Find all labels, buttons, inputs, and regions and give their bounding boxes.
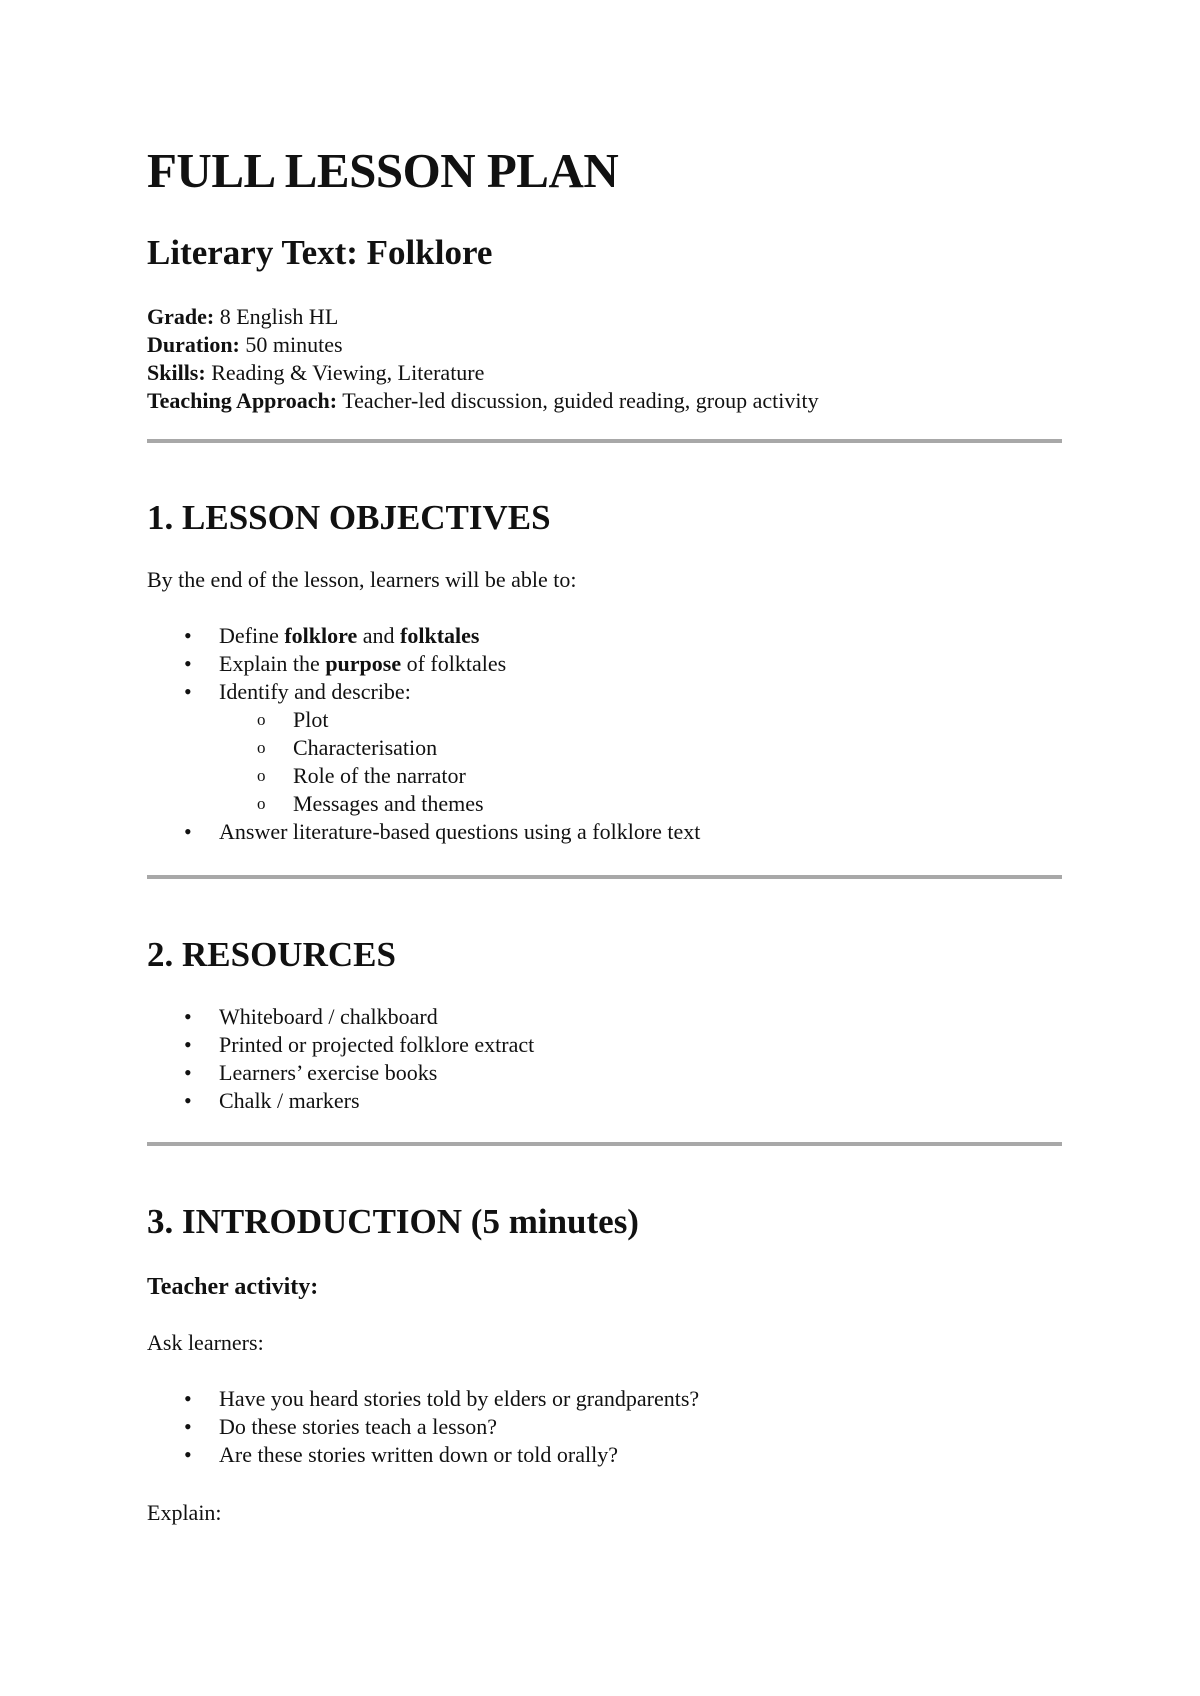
sub-list-item: o Plot xyxy=(147,706,1062,734)
meta-duration xyxy=(147,331,819,359)
list-item: • Explain the purpose of folktales xyxy=(147,650,1062,678)
section-heading-introduction: 3. INTRODUCTION (5 minutes) xyxy=(147,1202,639,1241)
list-item: • Are these stories written down or told orally? xyxy=(147,1441,1062,1469)
divider xyxy=(147,439,1062,443)
teacher-activity-heading: Teacher activity: xyxy=(147,1274,319,1300)
list-item: • Whiteboard / chalkboard xyxy=(147,1003,1062,1031)
lesson-meta xyxy=(147,303,819,415)
list-item: • Learners’ exercise books xyxy=(147,1059,1062,1087)
section-heading-objectives: 1. LESSON OBJECTIVES xyxy=(147,498,551,537)
page-subtitle: Literary Text: Folklore xyxy=(147,233,493,272)
list-item: • Identify and describe: xyxy=(147,678,1062,706)
list-item: • Answer literature-based questions using a folklore text xyxy=(147,818,1062,846)
meta-label: Grade: xyxy=(147,304,215,329)
meta-label: Duration: xyxy=(147,332,240,357)
sub-list-item: o Characterisation xyxy=(147,734,1062,762)
questions-list xyxy=(147,1385,1062,1469)
meta-value: Teacher-led discussion, guided reading, group activity xyxy=(337,388,819,413)
list-item: • Printed or projected folklore extract xyxy=(147,1031,1062,1059)
meta-value: 50 minutes xyxy=(239,332,343,357)
page-title: FULL LESSON PLAN xyxy=(147,143,619,198)
list-item: • Chalk / markers xyxy=(147,1087,1062,1115)
list-item: • Define folklore and folktales xyxy=(147,622,1062,650)
objectives-list xyxy=(147,622,1062,846)
meta-label: Skills: xyxy=(147,360,206,385)
meta-label: Teaching Approach: xyxy=(147,388,338,413)
resources-list xyxy=(147,1003,1062,1115)
objectives-intro: By the end of the lesson, learners will be able to: xyxy=(147,567,577,592)
meta-value: Reading & Viewing, Literature xyxy=(205,360,485,385)
sub-list-item: o Messages and themes xyxy=(147,790,1062,818)
meta-value: 8 English HL xyxy=(214,304,339,329)
intro-prompt: Ask learners: xyxy=(147,1330,264,1355)
list-item: • Have you heard stories told by elders or grandparents? xyxy=(147,1385,1062,1413)
list-item: • Do these stories teach a lesson? xyxy=(147,1413,1062,1441)
meta-grade xyxy=(147,303,819,331)
section-heading-resources: 2. RESOURCES xyxy=(147,935,396,974)
meta-teaching-approach xyxy=(147,387,819,415)
sub-list-item: o Role of the narrator xyxy=(147,762,1062,790)
meta-skills xyxy=(147,359,819,387)
divider xyxy=(147,875,1062,879)
explain-label: Explain: xyxy=(147,1500,222,1525)
divider xyxy=(147,1142,1062,1146)
